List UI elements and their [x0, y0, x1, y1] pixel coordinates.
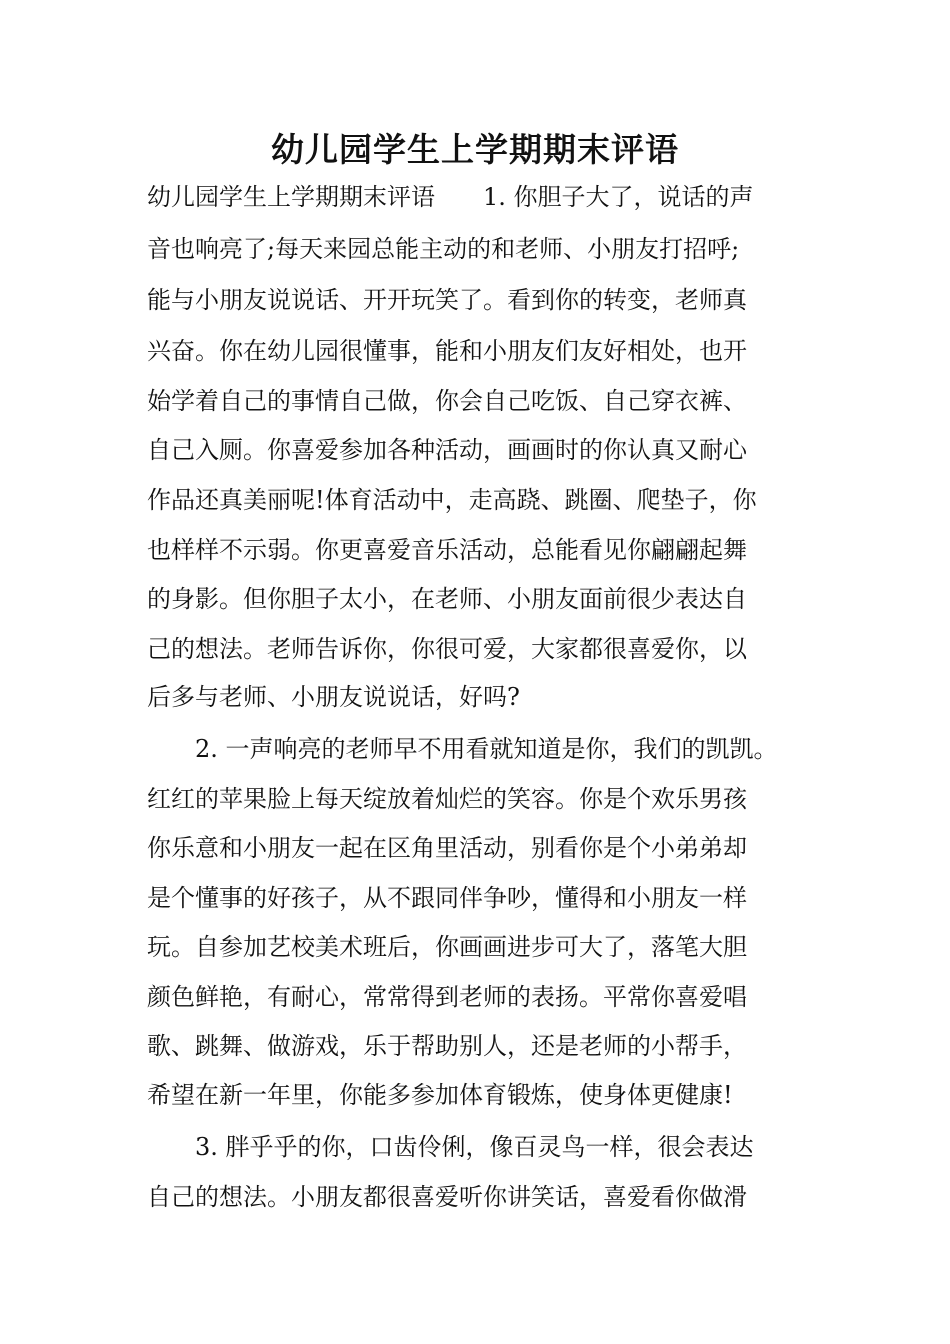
- text-line: 音也响亮了;每天来园总能主动的和老师、小朋友打招呼;: [147, 235, 740, 263]
- text-line: 作品还真美丽呢!体育活动中，走高跷、跳圈、爬垫子，你: [147, 486, 757, 514]
- text-line: 后多与老师、小朋友说说话，好吗?: [147, 683, 520, 711]
- text-line: 3. 胖乎乎的你，口齿伶俐，像百灵鸟一样，很会表达: [147, 1133, 754, 1161]
- text-line: 颜色鲜艳，有耐心，常常得到老师的表扬。平常你喜爱唱: [147, 983, 747, 1011]
- text-line: 兴奋。你在幼儿园很懂事，能和小朋友们友好相处，也开: [147, 337, 747, 365]
- text-line: 己的想法。老师告诉你，你很可爱，大家都很喜爱你，以: [147, 635, 747, 663]
- text-line: 歌、跳舞、做游戏，乐于帮助别人，还是老师的小帮手，: [147, 1032, 747, 1060]
- text-line: 2. 一声响亮的老师早不用看就知道是你，我们的凯凯。: [147, 735, 778, 763]
- document-title: 幼儿园学生上学期期末评语: [271, 130, 679, 169]
- text-line: 能与小朋友说说话、开开玩笑了。看到你的转变，老师真: [147, 286, 747, 314]
- text-line: 幼儿园学生上学期期末评语 1. 你胆子大了，说话的声: [147, 183, 754, 211]
- text-line: 自己的想法。小朋友都很喜爱听你讲笑话，喜爱看你做滑: [147, 1183, 747, 1211]
- text-line: 是个懂事的好孩子，从不跟同伴争吵，懂得和小朋友一样: [147, 884, 747, 912]
- text-line: 你乐意和小朋友一起在区角里活动，别看你是个小弟弟却: [147, 834, 747, 862]
- text-line: 希望在新一年里，你能多参加体育锻炼，使身体更健康!: [147, 1081, 733, 1109]
- text-line: 的身影。但你胆子太小，在老师、小朋友面前很少表达自: [147, 585, 747, 613]
- text-line: 玩。自参加艺校美术班后，你画画进步可大了，落笔大胆: [147, 933, 747, 961]
- text-line: 也样样不示弱。你更喜爱音乐活动，总能看见你翩翩起舞: [147, 536, 747, 564]
- text-line: 始学着自己的事情自己做，你会自己吃饭、自己穿衣裤、: [147, 387, 747, 415]
- text-line: 自己入厕。你喜爱参加各种活动，画画时的你认真又耐心: [147, 436, 747, 464]
- text-line: 红红的苹果脸上每天绽放着灿烂的笑容。你是个欢乐男孩: [147, 785, 747, 813]
